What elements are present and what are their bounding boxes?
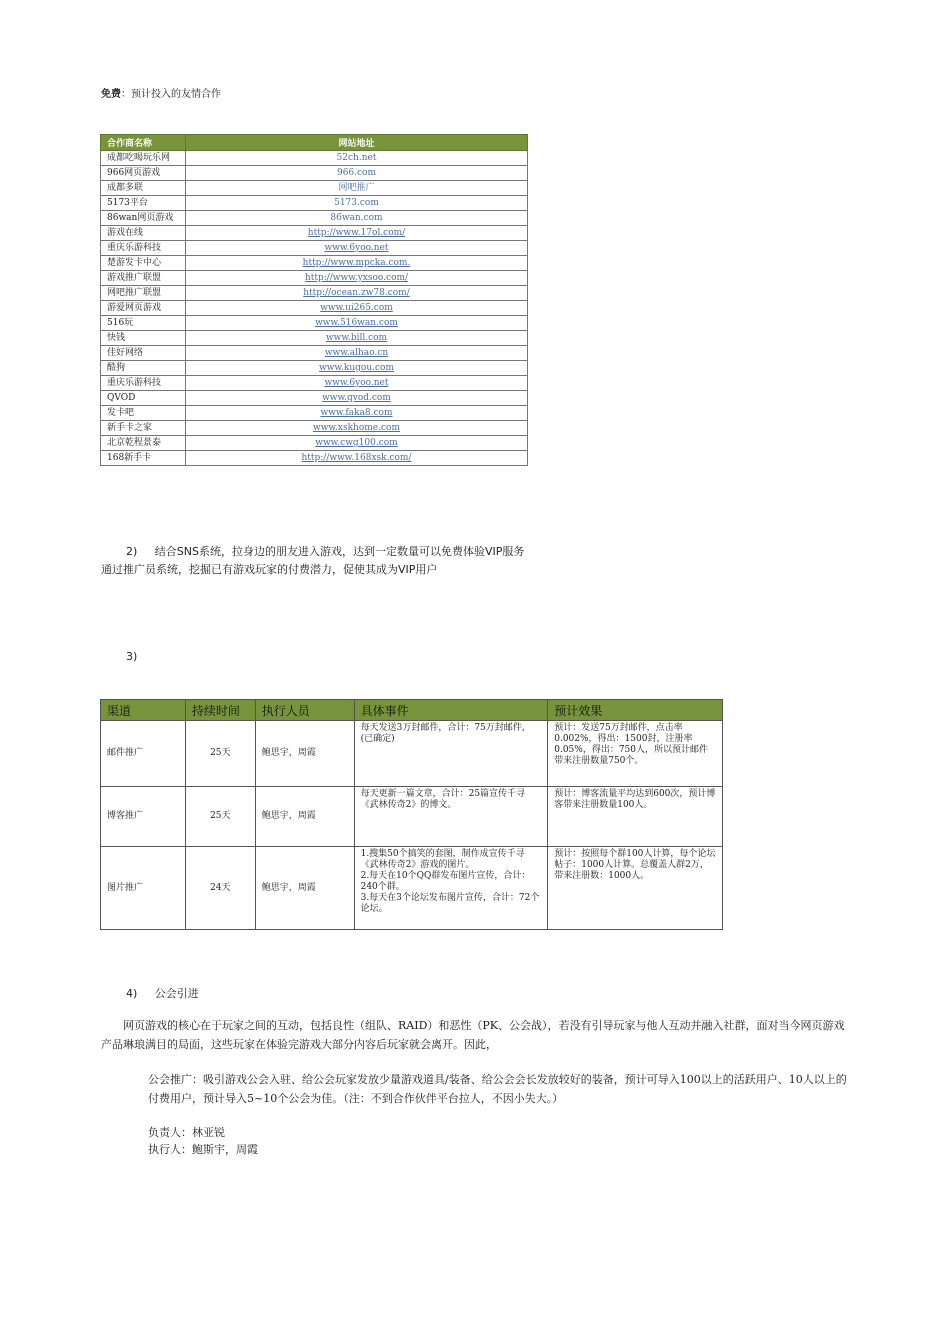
partner-name: 快钱	[101, 331, 186, 346]
table-row	[101, 721, 723, 787]
table-row	[101, 361, 528, 376]
event-cell: 每天发送3万封邮件，合计：75万封邮件，(已确定)	[354, 721, 548, 787]
executor-line: 执行人：鲍斯宇，周霞	[148, 1143, 258, 1156]
table-row	[101, 196, 528, 211]
partner-name: 168新手卡	[101, 451, 186, 466]
table-row	[101, 301, 528, 316]
table-row	[101, 331, 528, 346]
table-row	[101, 256, 528, 271]
table-row	[101, 316, 528, 331]
channels-body	[101, 721, 723, 930]
channels-header-row	[101, 700, 723, 721]
effect-cell: 预计：博客流量平均达到600次，预计博客带来注册数量100人。	[548, 787, 723, 847]
table-row	[101, 436, 528, 451]
staff-cell: 鲍思宇，周霞	[255, 847, 354, 930]
table-row	[101, 226, 528, 241]
effect-cell: 预计：发送75万封邮件，点击率0.002%，得出：1500封，注册率0.05%，得出：750人，所以预计邮件带来注册数量750个。	[548, 721, 723, 787]
partner-name: 成都吃喝玩乐网	[101, 151, 186, 166]
table-row	[101, 181, 528, 196]
partner-url[interactable]: www.qvod.com	[186, 391, 528, 406]
section4-title: 公会引进	[154, 987, 199, 1000]
table-row	[101, 376, 528, 391]
section4-num: 4)	[126, 987, 138, 1000]
section2-line1	[126, 543, 524, 559]
effect-cell: 预计：按照每个群100人计算，每个论坛帖子：1000人计算。总覆盖人群2万，带来注册数：1000人。	[548, 847, 723, 930]
section2-num: 2)	[126, 545, 138, 558]
partner-name: 北京乾程景泰	[101, 436, 186, 451]
partner-url[interactable]: http://www.17ol.com/	[186, 226, 528, 241]
partners-header-url: 网站地址	[186, 135, 528, 151]
intro-bold: 免费	[101, 89, 121, 100]
partner-name: 重庆乐游科技	[101, 376, 186, 391]
partners-table	[100, 134, 528, 466]
table-row	[101, 787, 723, 847]
event-cell: 每天更新一篇文章，合计：25篇宣传千寻《武林传奇2》的博文。	[354, 787, 548, 847]
partner-name: 酷狗	[101, 361, 186, 376]
table-row	[101, 847, 723, 930]
partner-url: 52ch.net	[186, 151, 528, 166]
section4-paragraph: 网页游戏的核心在于玩家之间的互动，包括良性（组队、RAID）和恶性（PK、公会战），若没有引导玩家与他人互动并融入社群，面对当今网页游戏产品琳琅满目的局面，这些玩家在体验完游戏大部分内容后玩家就会离开。因此，	[101, 1019, 845, 1051]
channels-header-duration: 持续时间	[185, 700, 255, 721]
partner-name: 516玩	[101, 316, 186, 331]
partner-url: 5173.com	[186, 196, 528, 211]
table-row	[101, 451, 528, 466]
table-row	[101, 346, 528, 361]
partner-name: 楚游发卡中心	[101, 256, 186, 271]
channels-header-event: 具体事件	[354, 700, 548, 721]
table-row	[101, 286, 528, 301]
partner-url[interactable]: www.6yoo.net	[186, 241, 528, 256]
partner-name: QVOD	[101, 391, 186, 406]
channel-cell: 图片推广	[101, 847, 186, 930]
channels-header-staff: 执行人员	[255, 700, 354, 721]
guild-promotion: 公会推广：吸引游戏公会入驻、给公会玩家发放少量游戏道具/装备、给公会会长发放较好的装备，预计可导入100以上的活跃用户、10人以上的付费用户，预计导入5~10个公会为佳。（注：不到合作伙伴平台拉人，不因小失大。）	[148, 1073, 847, 1105]
partner-url[interactable]: http://ocean.zw78.com/	[186, 286, 528, 301]
partner-url[interactable]: www.faka8.com	[186, 406, 528, 421]
channel-cell: 博客推广	[101, 787, 186, 847]
section2-line2: 通过推广员系统，挖掘已有游戏玩家的付费潜力，促使其成为VIP用户	[101, 563, 438, 576]
table-row	[101, 151, 528, 166]
intro-line	[101, 85, 221, 100]
table-row	[101, 271, 528, 286]
partner-url[interactable]: www.6yoo.net	[186, 376, 528, 391]
partner-url[interactable]: www.ui265.com	[186, 301, 528, 316]
partner-url: 网吧推广	[186, 181, 528, 196]
partner-url[interactable]: www.xskhome.com	[186, 421, 528, 436]
table-row	[101, 166, 528, 181]
duration-cell: 24天	[185, 847, 255, 930]
partner-name: 网吧推广联盟	[101, 286, 186, 301]
partner-name: 86wan网页游戏	[101, 211, 186, 226]
table-row	[101, 391, 528, 406]
partner-url[interactable]: www.516wan.com	[186, 316, 528, 331]
partner-name: 佳好网络	[101, 346, 186, 361]
partner-url[interactable]: www.alhao.cn	[186, 346, 528, 361]
responsibility-block	[148, 1124, 258, 1158]
intro-text: ：预计投入的友情合作	[121, 89, 221, 100]
partner-name: 游爱网页游戏	[101, 301, 186, 316]
channel-cell: 邮件推广	[101, 721, 186, 787]
partner-url[interactable]: http://www.yxsoo.com/	[186, 271, 528, 286]
partner-name: 5173平台	[101, 196, 186, 211]
partner-url: 966.com	[186, 166, 528, 181]
partner-url[interactable]: http://www.mpcka.com.	[186, 256, 528, 271]
event-cell: 1.搜集50个搞笑的套图，制作成宣传千寻《武林传奇2》游戏的图片。 2.每天在10个QQ群发布图片宣传，合计：240个群。 3.每天在3个论坛发布图片宣传，合计：72个论坛。	[354, 847, 548, 930]
partner-name: 重庆乐游科技	[101, 241, 186, 256]
owner-line: 负责人：林亚锐	[148, 1126, 225, 1139]
channels-table	[100, 699, 723, 930]
section4-heading	[126, 985, 199, 1001]
channels-header-effect: 预计效果	[548, 700, 723, 721]
table-row	[101, 241, 528, 256]
section2-text1: 结合SNS系统，拉身边的朋友进入游戏，达到一定数量可以免费体验VIP服务	[154, 545, 525, 558]
partner-name: 966网页游戏	[101, 166, 186, 181]
partners-header-name: 合作商名称	[101, 135, 186, 151]
partner-name: 游戏在线	[101, 226, 186, 241]
staff-cell: 鲍思宇，周霞	[255, 721, 354, 787]
partner-name: 游戏推广联盟	[101, 271, 186, 286]
partner-url: 86wan.com	[186, 211, 528, 226]
partner-url[interactable]: www.bill.com	[186, 331, 528, 346]
duration-cell: 25天	[185, 787, 255, 847]
partner-url[interactable]: www.cwg100.com	[186, 436, 528, 451]
duration-cell: 25天	[185, 721, 255, 787]
staff-cell: 鲍思宇，周霞	[255, 787, 354, 847]
table-row	[101, 211, 528, 226]
partners-body	[101, 151, 528, 466]
partners-header-row	[101, 135, 528, 151]
partner-name: 发卡吧	[101, 406, 186, 421]
partner-name: 成都多联	[101, 181, 186, 196]
partner-name: 新手卡之家	[101, 421, 186, 436]
channels-header-channel: 渠道	[101, 700, 186, 721]
section3-num: 3)	[126, 650, 138, 663]
partner-url[interactable]: www.kugou.com	[186, 361, 528, 376]
partner-url[interactable]: http://www.168xsk.com/	[186, 451, 528, 466]
table-row	[101, 406, 528, 421]
table-row	[101, 421, 528, 436]
